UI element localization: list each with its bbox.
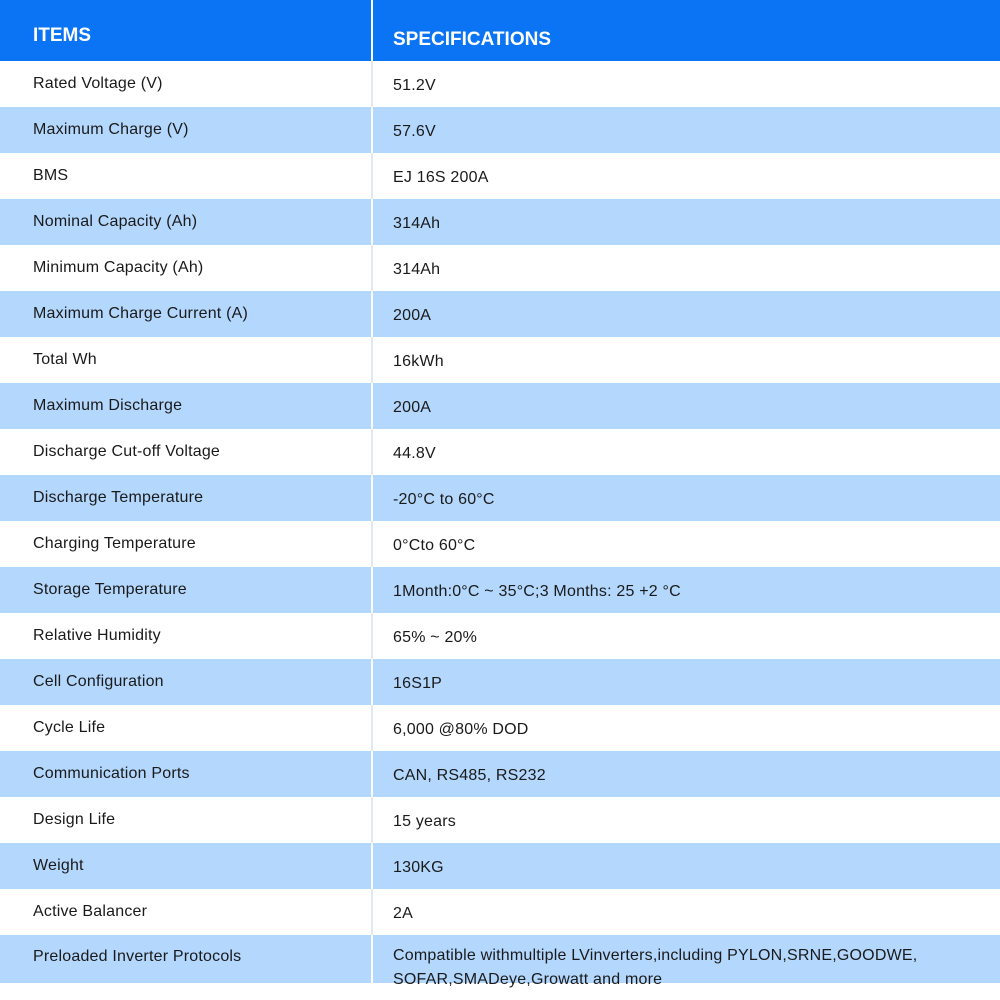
spec-cell: 6,000 @80% DOD [371, 705, 1000, 751]
spec-cell: 2A [371, 889, 1000, 935]
item-cell: BMS [33, 167, 69, 184]
spec-cell: CAN, RS485, RS232 [371, 751, 1000, 797]
table-row [0, 383, 1000, 429]
item-cell: Preloaded Inverter Protocols [0, 935, 371, 983]
table-row [0, 337, 1000, 383]
items-column-header: ITEMS [33, 25, 92, 46]
table-row [0, 245, 1000, 291]
item-cell: Weight [0, 843, 371, 889]
spec-cell: Compatible withmultiple LVinverters,including PYLON,SRNE,GOODWE, SOFAR,SMADeye,Growatt and more [371, 935, 1000, 983]
table-row [0, 613, 1000, 659]
table-row [0, 751, 1000, 797]
spec-cell: 51.2V [371, 61, 1000, 107]
spec-cell: 57.6V [371, 107, 1000, 153]
spec-cell: 65% ~ 20% [371, 613, 1000, 659]
table-row [0, 291, 1000, 337]
item-cell: Cycle Life [33, 719, 106, 736]
item-cell: Minimum Capacity (Ah) [33, 259, 204, 276]
table-row [0, 153, 1000, 199]
item-cell: Nominal Capacity (Ah) [0, 199, 371, 245]
table-row [0, 61, 1000, 107]
item-cell: Maximum Discharge [0, 383, 371, 429]
spec-cell: 15 years [371, 797, 1000, 843]
spec-cell: 130KG [371, 843, 1000, 889]
spec-cell: 314Ah [371, 245, 1000, 291]
table-row [0, 935, 1000, 988]
table-row [0, 659, 1000, 705]
spec-cell: 1Month:0°C ~ 35°C;3 Months: 25 +2 °C [371, 567, 1000, 613]
spec-cell: 200A [371, 383, 1000, 429]
item-cell: Total Wh [33, 351, 97, 368]
table-header [0, 0, 1000, 61]
specifications-column-header: SPECIFICATIONS [371, 0, 1000, 61]
item-cell: Maximum Charge Current (A) [0, 291, 371, 337]
table-row [0, 429, 1000, 475]
table-body [0, 61, 1000, 988]
item-cell: Storage Temperature [0, 567, 371, 613]
table-row [0, 889, 1000, 935]
table-row [0, 475, 1000, 521]
item-cell: Cell Configuration [0, 659, 371, 705]
item-cell: Design Life [33, 811, 116, 828]
spec-cell: 314Ah [371, 199, 1000, 245]
table-row [0, 521, 1000, 567]
table-row [0, 107, 1000, 153]
item-cell: Rated Voltage (V) [33, 75, 163, 92]
item-cell: Discharge Temperature [0, 475, 371, 521]
table-row [0, 797, 1000, 843]
spec-cell: 16kWh [371, 337, 1000, 383]
item-cell: Maximum Charge (V) [0, 107, 371, 153]
spec-cell: -20°C to 60°C [371, 475, 1000, 521]
item-cell: Charging Temperature [33, 535, 196, 552]
spec-cell: EJ 16S 200A [371, 153, 1000, 199]
item-cell: Active Balancer [33, 903, 148, 920]
item-cell: Communication Ports [0, 751, 371, 797]
table-row [0, 567, 1000, 613]
item-cell: Relative Humidity [33, 627, 161, 644]
spec-cell: 200A [371, 291, 1000, 337]
table-row [0, 199, 1000, 245]
spec-cell: 44.8V [371, 429, 1000, 475]
spec-cell: 16S1P [371, 659, 1000, 705]
item-cell: Discharge Cut-off Voltage [33, 443, 221, 460]
table-row [0, 705, 1000, 751]
table-row [0, 843, 1000, 889]
spec-cell: 0°Cto 60°C [371, 521, 1000, 567]
